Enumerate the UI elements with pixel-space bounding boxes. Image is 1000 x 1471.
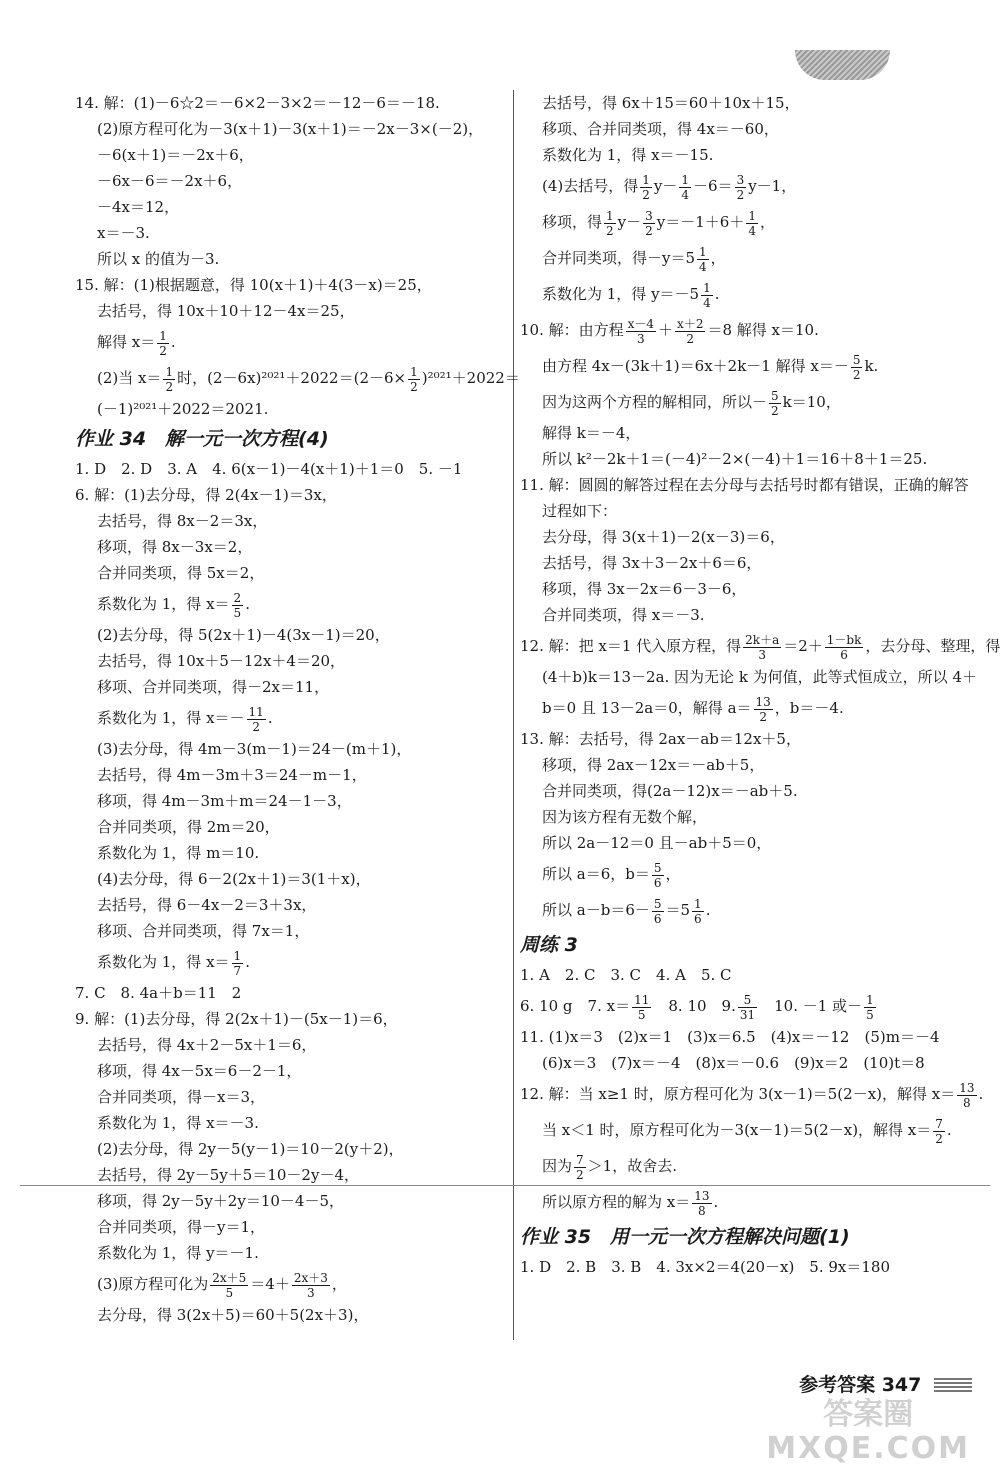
text-line: 移项，得 4m－3m＋m＝24－1－3，	[97, 792, 352, 810]
fraction: $\frac{5}{2}$	[852, 352, 861, 382]
text-line: 11. 解：圆圆的解答过程在去分母与去括号时都有错误，正确的解答	[520, 476, 969, 494]
fraction: $\frac{7}{2}$	[576, 1152, 584, 1182]
text-line: (2)去分母，得 5(2x＋1)－4(3x－1)＝20，	[97, 626, 390, 644]
fraction: $\frac{x-4}{3}$	[627, 316, 655, 346]
fraction: $\frac{1}{2}$	[159, 328, 167, 358]
text-line: 9. 解：(1)去分母，得 2(2x＋1)－(5x－1)＝6，	[75, 1010, 398, 1028]
left-column	[75, 90, 520, 1328]
text-line: 去括号，得 4x＋2－5x＋1＝6，	[97, 1036, 317, 1054]
text-line: 10. 解：由方程 $\frac{x-4}{3}$ ＋ $\frac{x+2}{2}$ ＝8 解得 x＝10.	[520, 316, 819, 346]
fraction: $\frac{1-bk}{6}$	[826, 632, 862, 662]
fraction: $\frac{1}{2}$	[642, 172, 650, 202]
text-line: 去括号，得 4m－3m＋3＝24－m－1，	[97, 766, 367, 784]
text-line: x＝－3.	[97, 224, 150, 242]
text-line: －6(x＋1)＝－2x＋6，	[97, 146, 254, 164]
text-line: 系数化为 1，得 m＝10.	[97, 844, 260, 862]
text-line: 因为该方程有无数个解，	[542, 808, 708, 826]
text-line: 去括号，得 6x＋15＝60＋10x＋15，	[542, 94, 800, 112]
text-line: 所以原方程的解为 x＝ $\frac{13}{8}$ .	[542, 1188, 719, 1218]
fraction: $\frac{2x+5}{5}$	[212, 1270, 247, 1300]
text-line: 1. D 2. B 3. B 4. 3x×2＝4(20－x) 5. 9x＝180	[520, 1258, 891, 1276]
page-footer	[799, 1370, 972, 1397]
text-line: (3)去分母，得 4m－3(m－1)＝24－(m＋1)，	[97, 740, 412, 758]
text-line: 系数化为 1，得 x＝－15.	[542, 146, 714, 164]
fraction: $\frac{13}{2}$	[755, 694, 771, 724]
fraction: $\frac{5}{6}$	[653, 896, 662, 926]
watermark	[766, 1398, 970, 1466]
text-line: (4＋b)k＝13－2a. 因为无论 k 为何值，此等式恒成立，所以 4＋	[542, 668, 977, 686]
footer-label: 参考答案	[799, 1374, 876, 1396]
text-line: 合并同类项，得 5x＝2，	[97, 564, 265, 582]
text-line: 合并同类项，得－x＝3，	[97, 1088, 266, 1106]
text-line: 去分母，得 3(x＋1)－2(x－3)＝6，	[542, 528, 785, 546]
text-line: －6x－6＝－2x＋6，	[97, 172, 243, 190]
text-line: 移项、合并同类项，得 7x＝1，	[97, 922, 310, 940]
text-line: 所以 2a－12＝0 且－ab＋5＝0，	[542, 834, 772, 852]
text-line: 系数化为 1，得 x＝ $\frac{2}{5}$ .	[97, 590, 250, 620]
text-line: 解得 k＝－4，	[542, 424, 641, 442]
fraction: $\frac{5}{2}$	[771, 388, 779, 418]
watermark-line2: MXQE.COM	[766, 1431, 970, 1466]
fraction: $\frac{1}{2}$	[410, 364, 418, 394]
text-line: 12. 解：当 x≥1 时，原方程可化为 3(x－1)＝5(2－x)，解得 x＝ $\frac{13}{8}$ .	[520, 1080, 984, 1110]
text-line: 13. 解：去括号，得 2ax－ab＝12x＋5，	[520, 730, 801, 748]
text-line: 移项，得 $\frac{1}{2}$ y－ $\frac{3}{2}$ y＝－1＋6＋ $\frac{1}{4}$ ，	[542, 208, 775, 238]
fraction: $\frac{7}{2}$	[935, 1116, 943, 1146]
right-column	[520, 90, 1000, 1280]
text-line: 合并同类项，得 x＝－3.	[542, 606, 705, 624]
text-line: 移项，得 2y－5y＋2y＝10－4－5，	[97, 1192, 344, 1210]
text-line: 由方程 4x－(3k＋1)＝6x＋2k－1 解得 x＝－ $\frac{5}{2}$ k.	[542, 352, 879, 382]
text-line: 所以 x 的值为－3.	[97, 250, 220, 268]
text-line: 因为这两个方程的解相同，所以－ $\frac{5}{2}$ k＝10，	[542, 388, 841, 418]
fraction: $\frac{1}{4}$	[681, 172, 690, 202]
text-line: 去括号，得 10x＋10＋12－4x＝25，	[97, 302, 355, 320]
text-line: 去括号，得 10x＋5－12x＋4＝20，	[97, 652, 346, 670]
fraction: $\frac{1}{2}$	[606, 208, 614, 238]
fraction: $\frac{x+2}{2}$	[677, 316, 704, 346]
text-line: 14. 解：(1)－6☆2＝－6×2－3×2＝－12－6＝－18.	[75, 94, 440, 112]
text-line: 12. 解：把 x＝1 代入原方程，得 $\frac{2k+a}{3}$ ＝2＋ $\frac{1-bk}{6}$ ，去分母、整理，得	[520, 632, 1000, 662]
fraction: $\frac{1}{6}$	[694, 896, 702, 926]
text-line: 过程如下：	[542, 502, 618, 520]
text-line: 合并同类项，得－y＝5 $\frac{1}{4}$ ，	[542, 244, 726, 274]
fraction: $\frac{11}{5}$	[634, 992, 650, 1022]
fraction: $\frac{1}{7}$	[233, 948, 242, 978]
fraction: $\frac{13}{8}$	[959, 1080, 975, 1110]
page-number: 347	[881, 1374, 922, 1396]
text-line: 移项、合并同类项，得－2x＝11，	[97, 678, 330, 696]
text-line: 去分母，得 3(2x＋5)＝60＋5(2x＋3)，	[97, 1306, 369, 1324]
text-line: 6. 10 g 7. x＝ $\frac{11}{5}$ 8. 10 9. $\frac{5}{31}$ 10. －1 或－ $\frac{1}{5}$	[520, 992, 874, 1022]
text-line: 6. 解：(1)去分母，得 2(4x－1)＝3x，	[75, 486, 337, 504]
text-line: 移项，得 4x－5x＝6－2－1，	[97, 1062, 302, 1080]
text-line: (2)原方程可化为－3(x＋1)－3(x＋1)＝－2x－3×(－2)，	[97, 120, 484, 138]
text-line: 11. (1)x＝3 (2)x＝1 (3)x＝6.5 (4)x＝－12 (5)m＝－4	[520, 1028, 940, 1046]
fraction: $\frac{1}{5}$	[866, 992, 874, 1022]
text-line: 系数化为 1，得 y＝－1.	[97, 1244, 259, 1262]
text-line: 去括号，得 2y－5y＋5＝10－2y－4，	[97, 1166, 359, 1184]
text-line: b＝0 且 13－2a＝0，解得 a＝ $\frac{13}{2}$ ，b＝－4.	[542, 694, 844, 724]
text-line: (2)当 x＝ $\frac{1}{2}$ 时，(2－6x)²⁰²¹＋2022＝(2－6× $\frac{1}{2}$ )²⁰²¹＋2022＝	[97, 364, 520, 394]
text-line: 当 x＜1 时，原方程可化为－3(x－1)＝5(2－x)，解得 x＝ $\frac{7}{2}$ .	[542, 1116, 952, 1146]
text-line: 合并同类项，得(2a－12)x＝－ab＋5.	[542, 782, 798, 800]
fraction: $\frac{2x+3}{3}$	[293, 1270, 328, 1300]
text-line: 所以 a－b＝6－ $\frac{5}{6}$ ＝5 $\frac{1}{6}$ .	[542, 896, 711, 926]
fraction: $\frac{1}{4}$	[748, 208, 756, 238]
fraction: $\frac{5}{6}$	[653, 860, 662, 890]
section-heading: 作业 34 解一元一次方程(4)	[75, 428, 329, 450]
text-line: 7. C 8. 4a＋b＝11 2	[75, 984, 242, 1002]
text-line: 所以 k²－2k＋1＝(－4)²－2×(－4)＋1＝16＋8＋1＝25.	[542, 450, 928, 468]
fraction: $\frac{2}{5}$	[233, 590, 242, 620]
text-line: 系数化为 1，得 y＝－5 $\frac{1}{4}$ .	[542, 280, 720, 310]
fraction: $\frac{3}{2}$	[645, 208, 653, 238]
text-line: 合并同类项，得 2m＝20，	[97, 818, 280, 836]
text-line: 所以 a＝6，b＝ $\frac{5}{6}$ ，	[542, 860, 681, 890]
text-line: 移项、合并同类项，得 4x＝－60，	[542, 120, 779, 138]
fraction: $\frac{3}{2}$	[736, 172, 745, 202]
watermark-line1: 答案圈	[823, 1397, 914, 1432]
section-heading: 周练 3	[520, 934, 578, 956]
text-line: 系数化为 1，得 x＝－ $\frac{11}{2}$ .	[97, 704, 273, 734]
text-line: 系数化为 1，得 x＝－3.	[97, 1114, 259, 1132]
text-line: 移项，得 8x－3x＝2，	[97, 538, 253, 556]
text-line: 去括号，得 8x－2＝3x，	[97, 512, 268, 530]
text-line: －4x＝12，	[97, 198, 180, 216]
text-line: (4)去分母，得 6－2(2x＋1)＝3(1＋x)，	[97, 870, 371, 888]
fraction: $\frac{1}{4}$	[703, 280, 711, 310]
corner-decoration	[795, 50, 890, 80]
text-line: 去括号，得 3x＋3－2x＋6＝6，	[542, 554, 762, 572]
fraction: $\frac{1}{2}$	[165, 364, 174, 394]
fraction: $\frac{2k+a}{3}$	[745, 632, 780, 662]
text-line: 1. A 2. C 3. C 4. A 5. C	[520, 966, 732, 984]
fraction: $\frac{1}{4}$	[699, 244, 707, 274]
text-line: 去括号，得 6－4x－2＝3＋3x，	[97, 896, 317, 914]
text-line: (3)原方程可化为 $\frac{2x+5}{5}$ ＝4＋ $\frac{2x+3}{3}$ ，	[97, 1270, 347, 1300]
text-line: 解得 x＝ $\frac{1}{2}$ .	[97, 328, 176, 358]
text-line: 移项，得 3x－2x＝6－3－6，	[542, 580, 747, 598]
fraction: $\frac{13}{8}$	[694, 1188, 710, 1218]
fraction: $\frac{11}{2}$	[248, 704, 264, 734]
text-line: (6)x＝3 (7)x＝－4 (8)x＝－0.6 (9)x＝2 (10)t＝8	[542, 1054, 925, 1072]
text-line: (4)去括号，得 $\frac{1}{2}$ y－ $\frac{1}{4}$ －6＝ $\frac{3}{2}$ y－1，	[542, 172, 797, 202]
text-line: (2)去分母，得 2y－5(y－1)＝10－2(y＋2)，	[97, 1140, 404, 1158]
text-line: 15. 解：(1)根据题意，得 10(x＋1)＋4(3－x)＝25，	[75, 276, 432, 294]
footer-bars-icon	[934, 1378, 972, 1394]
text-line: 系数化为 1，得 x＝ $\frac{1}{7}$ .	[97, 948, 250, 978]
fraction: $\frac{5}{31}$	[739, 992, 756, 1022]
text-line: 1. D 2. D 3. A 4. 6(x－1)－4(x＋1)＋1＝0 5. －1	[75, 460, 463, 478]
text-line: 移项，得 2ax－12x＝－ab＋5，	[542, 756, 765, 774]
text-line: 因为 $\frac{7}{2}$ ＞1，故舍去.	[542, 1152, 677, 1182]
text-line: (－1)²⁰²¹＋2022＝2021.	[97, 400, 269, 418]
text-line: 合并同类项，得－y＝1，	[97, 1218, 266, 1236]
section-heading: 作业 35 用一元一次方程解决问题(1)	[520, 1226, 850, 1248]
